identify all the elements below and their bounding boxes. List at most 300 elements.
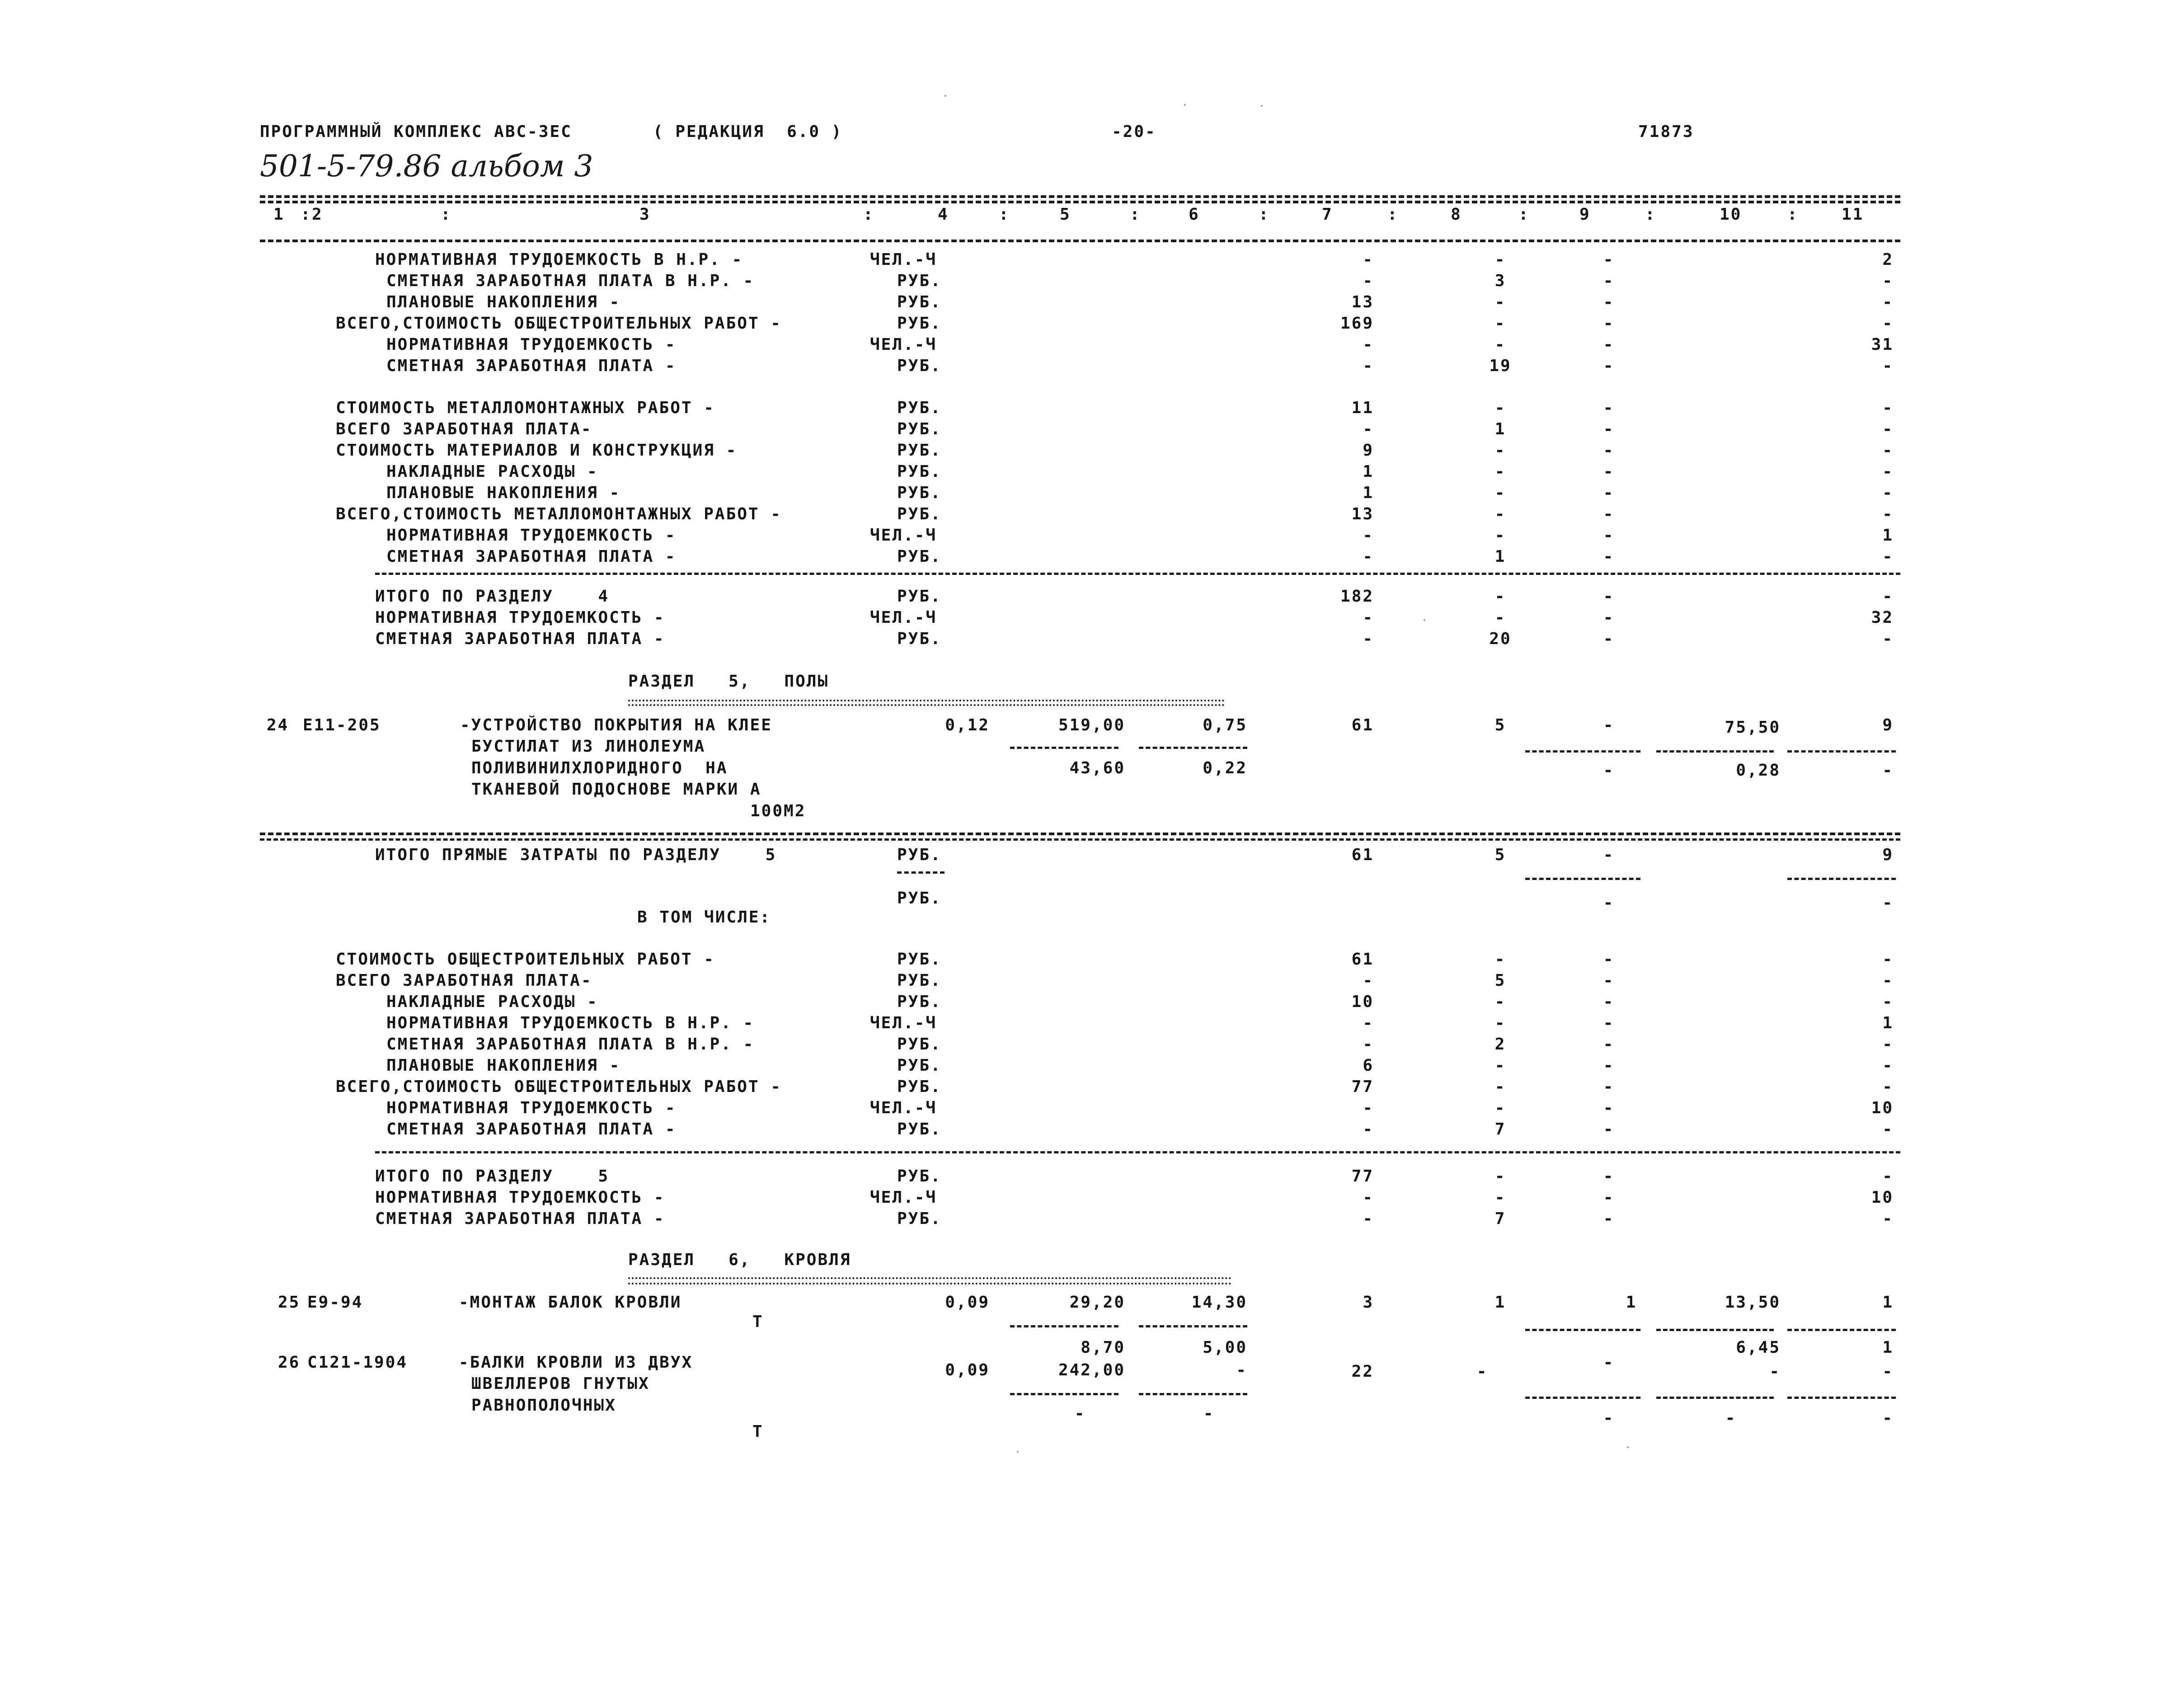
row-value-col7: - [1363, 1035, 1374, 1054]
row-value-col7: 6 [1363, 1056, 1374, 1075]
row-unit: РУБ. [897, 971, 942, 990]
row-label: ПЛАНОВЫЕ НАКОПЛЕНИЯ - [386, 1056, 621, 1075]
row-value-col11: - [1882, 293, 1894, 311]
column-header-8: 8 [1451, 205, 1462, 224]
row-value-col11: - [1882, 587, 1894, 606]
row-label: ВСЕГО ЗАРАБОТНАЯ ПЛАТА- [336, 971, 592, 990]
row-value-col8: 7 [1495, 1120, 1506, 1139]
item25-col5b: 8,70 [1081, 1338, 1125, 1357]
row-value-col9: - [1603, 441, 1615, 460]
row-value-col7: 9 [1363, 441, 1374, 460]
row-value-col9: - [1603, 462, 1615, 481]
row-value-col7: 1 [1363, 484, 1374, 502]
row-label: НАКЛАДНЫЕ РАСХОДЫ - [386, 462, 598, 481]
row-value-col8: 2 [1495, 1035, 1506, 1054]
item26-col6-divider [1139, 1393, 1247, 1395]
row-unit: РУБ. [897, 357, 942, 375]
item24-col4: 0,12 [945, 716, 990, 734]
row-value-col7: 77 [1351, 1077, 1374, 1096]
row-label: НАКЛАДНЫЕ РАСХОДЫ - [386, 993, 598, 1011]
row-value-col7: - [1363, 1120, 1374, 1139]
item24-unit: 100М2 [750, 802, 806, 820]
row-unit: РУБ. [897, 314, 942, 333]
row-label: НОРМАТИВНАЯ ТРУДОЕМКОСТЬ В Н.Р. - [386, 1014, 755, 1032]
row-label: НОРМАТИВНАЯ ТРУДОЕМКОСТЬ - [386, 335, 677, 354]
row-value-col8: - [1495, 1167, 1506, 1186]
item24-col5b: 43,60 [1069, 759, 1125, 777]
row-unit: РУБ. [897, 547, 942, 566]
column-separator: : [1387, 205, 1399, 224]
row-label: НОРМАТИВНАЯ ТРУДОЕМКОСТЬ В Н.Р. - [375, 250, 743, 269]
item24-col10-divider [1656, 750, 1774, 753]
row-value-col7: 10 [1351, 993, 1374, 1011]
row-value-col8: - [1495, 484, 1506, 502]
item25-col5-divider [1010, 1325, 1119, 1327]
item26-col9-divider [1525, 1397, 1640, 1399]
item24-col9-divider [1525, 750, 1640, 753]
column-header-10: 10 [1720, 205, 1742, 224]
row-label: СТОИМОСТЬ МЕТАЛЛОМОНТАЖНЫХ РАБОТ - [336, 399, 715, 417]
row-value-col8: - [1495, 314, 1506, 333]
item24-col9: - [1603, 716, 1615, 734]
item24-col5-divider [1010, 747, 1119, 749]
column-header-4: 4 [938, 205, 949, 224]
section6-title: РАЗДЕЛ 6, КРОВЛЯ [628, 1251, 851, 1269]
item24-rule-2 [260, 838, 1900, 841]
item25-col11b: 1 [1882, 1338, 1894, 1357]
row-value-col9: - [1603, 484, 1615, 502]
row-value-col7: - [1363, 250, 1374, 269]
item24-code: Е11-205 [303, 716, 381, 734]
item26-line1: -БАЛКИ КРОВЛИ ИЗ ДВУХ [459, 1353, 693, 1372]
row-value-col7: - [1363, 630, 1374, 648]
row-value-col11: - [1882, 462, 1894, 481]
row-value-col11: - [1882, 357, 1894, 375]
item24-line4: ТКАНЕВОЙ ПОДОСНОВЕ МАРКИ А [471, 780, 761, 799]
row-value-col8: - [1495, 293, 1506, 311]
item26-line3: РАВНОПОЛОЧНЫХ [471, 1396, 616, 1415]
row-value-col8: - [1495, 950, 1506, 969]
row-value-col11: 32 [1871, 608, 1894, 627]
row-label: ПЛАНОВЫЕ НАКОПЛЕНИЯ - [386, 484, 621, 502]
direct-costs-col11: 9 [1882, 846, 1894, 864]
row-value-col11: - [1882, 441, 1894, 460]
row-value-col9: - [1603, 272, 1615, 290]
item24-line2: БУСТИЛАТ ИЗ ЛИНОЛЕУМА [471, 737, 706, 756]
item25-col6b: 5,00 [1203, 1338, 1247, 1357]
row-label: СТОИМОСТЬ МАТЕРИАЛОВ И КОНСТРУКЦИЯ - [336, 441, 738, 460]
row-value-col9: - [1603, 314, 1615, 333]
item24-col11b: - [1882, 761, 1894, 780]
row-unit: РУБ. [897, 993, 942, 1011]
row-value-col7: - [1363, 547, 1374, 566]
item26-line2: ШВЕЛЛЕРОВ ГНУТЫХ [471, 1374, 650, 1393]
direct-costs-col8: 5 [1495, 846, 1506, 864]
column-header-11: 11 [1842, 205, 1864, 224]
row-value-col11: - [1882, 399, 1894, 417]
row-value-col8: 20 [1489, 630, 1512, 648]
row-value-col11: - [1882, 484, 1894, 502]
row-unit: РУБ. [897, 484, 942, 502]
row-unit: РУБ. [897, 1209, 942, 1228]
item25-col11-divider [1787, 1329, 1896, 1331]
row-unit: РУБ. [897, 1077, 942, 1096]
item26-col10: - [1769, 1362, 1781, 1381]
column-separator: : [1518, 205, 1530, 224]
item26-col10b: - [1725, 1409, 1737, 1427]
row-label: ПЛАНОВЫЕ НАКОПЛЕНИЯ - [386, 293, 621, 311]
item26-col11-divider [1787, 1397, 1896, 1399]
item24-col5: 519,00 [1058, 716, 1125, 734]
item24-col10: 75,50 [1725, 718, 1781, 737]
section5-underline-2 [628, 704, 1225, 706]
row-label: НОРМАТИВНАЯ ТРУДОЕМКОСТЬ - [386, 1099, 677, 1117]
row-label: СМЕТНАЯ ЗАРАБОТНАЯ ПЛАТА В Н.Р. - [386, 272, 755, 290]
row-value-col11: - [1882, 547, 1894, 566]
row-label: НОРМАТИВНАЯ ТРУДОЕМКОСТЬ - [386, 526, 677, 545]
row-label: ВСЕГО ЗАРАБОТНАЯ ПЛАТА- [336, 420, 592, 438]
item24-col6-divider [1139, 747, 1247, 749]
column-header-9: 9 [1579, 205, 1591, 224]
item24-col8: 5 [1495, 716, 1506, 734]
direct-costs-col9-divider [1525, 878, 1640, 880]
row-value-col11: - [1882, 1056, 1894, 1075]
row-value-col9: - [1603, 1035, 1615, 1054]
row-value-col11: - [1882, 505, 1894, 523]
item26-col5b: - [1074, 1404, 1086, 1423]
section5-title: РАЗДЕЛ 5, ПОЛЫ [628, 672, 829, 691]
row-value-col11: 31 [1871, 335, 1894, 354]
row-value-col8: - [1495, 441, 1506, 460]
column-separator: : [1787, 205, 1799, 224]
row-value-col8: - [1495, 250, 1506, 269]
direct-costs-unit2: РУБ. [897, 889, 942, 908]
column-header-2: 2 [312, 205, 323, 224]
handwritten-album-note: 501-5-79.86 альбом 3 [260, 149, 593, 184]
item24-col7: 61 [1351, 716, 1374, 734]
row-value-col7: 11 [1351, 399, 1374, 417]
row-value-col7: 13 [1351, 293, 1374, 311]
section6-underline-1 [628, 1277, 1231, 1279]
item24-line3: ПОЛИВИНИЛХЛОРИДНОГО НА [471, 759, 728, 777]
row-value-col8: 1 [1495, 547, 1506, 566]
row-label: СМЕТНАЯ ЗАРАБОТНАЯ ПЛАТА - [375, 1209, 665, 1228]
section6-underline-2 [628, 1283, 1231, 1285]
row-value-col7: - [1363, 971, 1374, 990]
item25-col9: 1 [1626, 1293, 1637, 1312]
item26-col8: - [1476, 1362, 1488, 1381]
column-header-3: 3 [639, 205, 651, 224]
row-value-col7: - [1363, 1209, 1374, 1228]
item24-col11: 9 [1882, 716, 1894, 734]
item26-col11: - [1882, 1362, 1894, 1381]
row-value-col7: - [1363, 1188, 1374, 1207]
column-header-7: 7 [1322, 205, 1333, 224]
row-value-col8: 7 [1495, 1209, 1506, 1228]
row-unit: ЧЕЛ.-Ч [870, 1099, 937, 1117]
row-value-col7: - [1363, 272, 1374, 290]
row-value-col9: - [1603, 399, 1615, 417]
item25-col10b: 6,45 [1736, 1338, 1781, 1357]
direct-costs-col9: - [1603, 846, 1615, 864]
item25-col10: 13,50 [1725, 1293, 1781, 1312]
item25-number: 25 [278, 1293, 301, 1312]
row-value-col9: - [1603, 293, 1615, 311]
item24-col9b: - [1603, 761, 1615, 780]
section5-underline-1 [628, 700, 1225, 701]
row-value-col11: - [1882, 1120, 1894, 1139]
row-value-col11: 1 [1882, 526, 1894, 545]
row-label: СТОИМОСТЬ ОБЩЕСТРОИТЕЛЬНЫХ РАБОТ - [336, 950, 715, 969]
row-value-col11: 10 [1871, 1099, 1894, 1117]
item26-number: 26 [278, 1353, 301, 1372]
row-value-col9: - [1603, 971, 1615, 990]
row-value-col9: - [1603, 250, 1615, 269]
scan-speck [1424, 619, 1425, 621]
item25-col6-divider [1139, 1325, 1247, 1327]
row-value-col9: - [1603, 608, 1615, 627]
column-header-6: 6 [1189, 205, 1200, 224]
item24-col6: 0,75 [1203, 716, 1247, 734]
row-value-col11: 10 [1871, 1188, 1894, 1207]
row-value-col9: - [1603, 1120, 1615, 1139]
row-label: ИТОГО ПО РАЗДЕЛУ 4 [375, 587, 610, 606]
row-label: ВСЕГО,СТОИМОСТЬ ОБЩЕСТРОИТЕЛЬНЫХ РАБОТ - [336, 1077, 782, 1096]
item24-col6b: 0,22 [1203, 759, 1247, 777]
row-value-col9: - [1603, 1056, 1615, 1075]
row-value-col8: - [1495, 1077, 1506, 1096]
row-label: СМЕТНАЯ ЗАРАБОТНАЯ ПЛАТА - [386, 1120, 677, 1139]
edition-label: ( РЕДАКЦИЯ 6.0 ) [653, 122, 843, 141]
direct-costs-col7: 61 [1351, 846, 1374, 864]
item25-code: Е9-94 [307, 1293, 363, 1312]
row-value-col11: - [1882, 314, 1894, 333]
direct-costs-label: ИТОГО ПРЯМЫЕ ЗАТРАТЫ ПО РАЗДЕЛУ 5 [375, 846, 777, 864]
row-value-col9: - [1603, 950, 1615, 969]
item26-col4: 0,09 [945, 1361, 990, 1379]
row-value-col9: - [1603, 1077, 1615, 1096]
row-value-col11: - [1882, 1035, 1894, 1054]
row-value-col8: - [1495, 399, 1506, 417]
row-unit: РУБ. [897, 420, 942, 438]
item25-col9-divider [1525, 1329, 1640, 1331]
row-unit: ЧЕЛ.-Ч [870, 608, 937, 627]
row-label: ИТОГО ПО РАЗДЕЛУ 5 [375, 1167, 610, 1186]
row-value-col8: - [1495, 1056, 1506, 1075]
item24-col10b: 0,28 [1736, 761, 1781, 780]
row-value-col11: 2 [1882, 250, 1894, 269]
row-label: НОРМАТИВНАЯ ТРУДОЕМКОСТЬ - [375, 608, 665, 627]
row-value-col7: - [1363, 608, 1374, 627]
direct-costs-col11b: - [1882, 894, 1894, 912]
item24-line1: -УСТРОЙСТВО ПОКРЫТИЯ НА КЛЕЕ [460, 716, 772, 734]
row-value-col9: - [1603, 1188, 1615, 1207]
row-value-col8: - [1495, 587, 1506, 606]
row-value-col11: - [1882, 1077, 1894, 1096]
row-unit: РУБ. [897, 1056, 942, 1075]
scan-speck [1261, 105, 1263, 107]
scan-speck [1184, 104, 1186, 106]
row-value-col8: 1 [1495, 420, 1506, 438]
row-value-col9: - [1603, 505, 1615, 523]
row-value-col9: - [1603, 526, 1615, 545]
row-label: СМЕТНАЯ ЗАРАБОТНАЯ ПЛАТА - [386, 357, 677, 375]
row-unit: РУБ. [897, 441, 942, 460]
direct-costs-col11-divider [1787, 878, 1896, 880]
item26-col9b: - [1603, 1409, 1615, 1427]
row-unit: РУБ. [897, 1035, 942, 1054]
row-value-col8: - [1495, 993, 1506, 1011]
column-separator: : [863, 205, 874, 224]
item25-col5: 29,20 [1069, 1293, 1125, 1312]
row-label: ВСЕГО,СТОИМОСТЬ ОБЩЕСТРОИТЕЛЬНЫХ РАБОТ - [336, 314, 782, 333]
column-header-1: 1 [273, 205, 285, 224]
row-value-col7: 77 [1351, 1167, 1374, 1186]
row-value-col9: - [1603, 587, 1615, 606]
row-value-col9: - [1603, 1099, 1615, 1117]
row-value-col7: 169 [1340, 314, 1374, 333]
row-value-col11: - [1882, 272, 1894, 290]
row-value-col8: 19 [1489, 357, 1512, 375]
item25-col6: 14,30 [1191, 1293, 1247, 1312]
row-value-col7: 182 [1340, 587, 1374, 606]
row-unit: РУБ. [897, 587, 942, 606]
program-name: ПРОГРАММНЫЙ КОМПЛЕКС АВС-3ЕС [260, 122, 572, 141]
row-value-col11: - [1882, 630, 1894, 648]
row-value-col7: 61 [1351, 950, 1374, 969]
page-number: -20- [1112, 122, 1156, 141]
row-label: НОРМАТИВНАЯ ТРУДОЕМКОСТЬ - [375, 1188, 665, 1207]
row-label: ВСЕГО,СТОИМОСТЬ МЕТАЛЛОМОНТАЖНЫХ РАБОТ - [336, 505, 782, 523]
item24-rule-1 [260, 833, 1900, 835]
top-rule-1 [260, 195, 1900, 198]
subtotal-rule [375, 1151, 1900, 1153]
row-value-col11: 1 [1882, 1014, 1894, 1032]
row-unit: РУБ. [897, 505, 942, 523]
row-value-col9: - [1603, 630, 1615, 648]
row-value-col7: - [1363, 1099, 1374, 1117]
row-value-col7: 1 [1363, 462, 1374, 481]
item25-col10-divider [1656, 1329, 1774, 1331]
row-value-col11: - [1882, 993, 1894, 1011]
item26-code: С121-1904 [307, 1353, 408, 1372]
row-value-col9: - [1603, 1209, 1615, 1228]
row-value-col9: - [1603, 357, 1615, 375]
row-value-col8: - [1495, 335, 1506, 354]
row-unit: РУБ. [897, 1167, 942, 1186]
row-value-col8: 3 [1495, 272, 1506, 290]
row-value-col9: - [1603, 1167, 1615, 1186]
top-rule-2 [260, 201, 1900, 203]
row-value-col8: - [1495, 1188, 1506, 1207]
row-value-col9: - [1603, 993, 1615, 1011]
row-value-col9: - [1603, 420, 1615, 438]
row-label: СМЕТНАЯ ЗАРАБОТНАЯ ПЛАТА В Н.Р. - [386, 1035, 755, 1054]
row-value-col9: - [1603, 547, 1615, 566]
row-value-col8: - [1495, 505, 1506, 523]
row-value-col8: - [1495, 1014, 1506, 1032]
row-unit: ЧЕЛ.-Ч [870, 1014, 937, 1032]
column-separator: : [441, 205, 452, 224]
item26-unit: Т [752, 1422, 764, 1441]
row-value-col11: - [1882, 1167, 1894, 1186]
row-value-col11: - [1882, 971, 1894, 990]
row-value-col7: - [1363, 420, 1374, 438]
row-label: СМЕТНАЯ ЗАРАБОТНАЯ ПЛАТА - [375, 630, 665, 648]
direct-costs-col9b: - [1603, 894, 1615, 912]
row-value-col11: - [1882, 950, 1894, 969]
direct-costs-unit-divider [897, 871, 945, 874]
row-unit: РУБ. [897, 630, 942, 648]
item25-col8: 1 [1495, 1293, 1506, 1312]
row-unit: ЧЕЛ.-Ч [870, 335, 937, 354]
item25-unit: Т [752, 1313, 764, 1331]
column-separator: : [1259, 205, 1270, 224]
row-unit: РУБ. [897, 462, 942, 481]
item25-col4: 0,09 [945, 1293, 990, 1312]
row-unit: ЧЕЛ.-Ч [870, 1188, 937, 1207]
item26-col7: 22 [1351, 1362, 1374, 1381]
row-value-col7: - [1363, 335, 1374, 354]
row-unit: ЧЕЛ.-Ч [870, 250, 937, 269]
item24-number: 24 [267, 716, 289, 734]
item25-col7: 3 [1363, 1293, 1374, 1312]
column-separator: : [999, 205, 1010, 224]
row-value-col11: - [1882, 420, 1894, 438]
row-value-col9: - [1603, 335, 1615, 354]
row-unit: РУБ. [897, 272, 942, 290]
row-value-col8: 5 [1495, 971, 1506, 990]
scan-speck [945, 95, 946, 97]
item26-col9: - [1603, 1353, 1615, 1372]
row-value-col9: - [1603, 1014, 1615, 1032]
direct-costs-unit: РУБ. [897, 846, 942, 864]
item26-col5-divider [1010, 1393, 1119, 1395]
subtotal-rule [375, 573, 1900, 575]
scan-speck [1627, 1446, 1629, 1448]
column-separator: : [301, 205, 312, 224]
column-header-5: 5 [1060, 205, 1071, 224]
header-bottom-rule [260, 240, 1900, 242]
item26-col10-divider [1656, 1397, 1774, 1399]
column-separator: : [1645, 205, 1656, 224]
row-label: СМЕТНАЯ ЗАРАБОТНАЯ ПЛАТА - [386, 547, 677, 566]
item24-col11-divider [1787, 750, 1896, 753]
row-unit: РУБ. [897, 293, 942, 311]
row-value-col11: - [1882, 1209, 1894, 1228]
item25-col11: 1 [1882, 1293, 1894, 1312]
row-value-col7: - [1363, 357, 1374, 375]
including-label: В ТОМ ЧИСЛЕ: [637, 908, 771, 927]
item26-col6b: - [1203, 1404, 1215, 1423]
row-value-col7: 13 [1351, 505, 1374, 523]
item25-line1: -МОНТАЖ БАЛОК КРОВЛИ [459, 1293, 682, 1312]
row-value-col8: - [1495, 608, 1506, 627]
row-value-col7: - [1363, 526, 1374, 545]
row-value-col8: - [1495, 1099, 1506, 1117]
item26-col11b: - [1882, 1409, 1894, 1427]
column-separator: : [1130, 205, 1141, 224]
item26-col6: - [1236, 1361, 1247, 1379]
row-value-col7: - [1363, 1014, 1374, 1032]
row-unit: РУБ. [897, 399, 942, 417]
row-unit: ЧЕЛ.-Ч [870, 526, 937, 545]
row-value-col8: - [1495, 462, 1506, 481]
scan-speck [1017, 1451, 1019, 1453]
row-unit: РУБ. [897, 950, 942, 969]
row-value-col8: - [1495, 526, 1506, 545]
document-number: 71873 [1638, 122, 1694, 141]
